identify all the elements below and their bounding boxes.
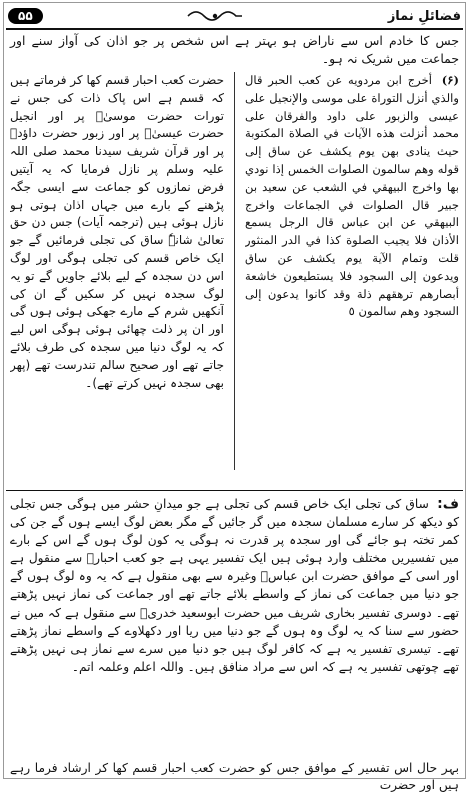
- urdu-column: [10, 72, 224, 470]
- two-column-section: [10, 72, 459, 470]
- page-header: [8, 4, 461, 28]
- faida-label: ف:: [437, 496, 459, 512]
- section-divider: [6, 490, 463, 491]
- arabic-column: [245, 72, 459, 470]
- ornament-icon: [186, 7, 244, 25]
- faida-text: ساق کی تجلی ایک خاص قسم کی تجلی ہے جو میدانِ حشر میں ہوگی جس تجلی کو دیکھ کر سارے مسلمان سجدہ میں گر جائیں گے مگر بعض لوگ ایسے ہوں گے جن کی کمر تختہ ہو جائے گی اور سجدہ پر قدرت نہ ہوگی یہ کون لوگ ہوں گے اس کے بارے میں تفسیریں مختلف وارد ہوئی ہیں ایک تفسیر یہی ہے جو کعب احبارؓ سے منقول ہے اور اسی کے موافق حضرت ابن عباسؓ وغیرہ سے بھی منقول ہے کہ یہ وہ لوگ ہوں گے جو دنیا میں جماعت کی نماز کے واسطے بلائے جاتے تھے اور جماعت کی نماز نہیں پڑھتے تھے۔ دوسری تفسیر بخاری شریف میں حضرت ابوسعید خدریؓ سے منقول ہے کہ میں نے حضور سے سنا کہ یہ لوگ وہ ہوں گے جو دنیا میں ریا اور دکھلاوے کے واسطے نماز پڑھتے تھے۔ تیسری تفسیر یہ ہے کہ کافر لوگ ہیں جو دنیا میں سرے سے نماز ہی نہیں پڑھتے تھے چوتھی تفسیر یہ ہے کہ اس سے مراد منافق ہیں۔ واللہ اعلم وعلمہ اتم۔: [10, 497, 459, 674]
- urdu-translation: حضرت کعب احبار قسم کھا کر فرماتے ہیں کہ قسم ہے اس پاک ذات کی جس نے تورات حضرت موسیٰؑ پر اور انجیل حضرت عیسیٰؑ پر اور زبور حضرت داؤدؑ پر اور قرآن شریف سیدنا محمد صلی اللہ علیہ وسلم پر نازل فرمایا کہ یہ آیتیں فرض نمازوں کو جماعت سے ایسی جگہ پڑھنے کے بارے میں جہاں اذان ہوتی ہو نازل ہوئی ہیں (ترجمہ آیات) جس دن حق تعالیٰ شانہٗ ساق کی تجلی فرمائیں گے جو ایک خاص قسم کی تجلی ہوگی اور لوگ اس دن سجدہ کے لیے بلائے جاویں گے تو یہ لوگ سجدہ نہیں کر سکیں گے ان کی آنکھیں شرم کے مارے جھکی ہوئی ہوں گی اور ان پر ذلت چھائی ہوئی ہوگی اس لیے کہ یہ لوگ دنیا میں سجدہ کی طرف بلائے جاتے تھے اور صحیح سالم تندرست تھے (پھر بھی سجدہ نہیں کرتے تھے)۔: [10, 73, 224, 390]
- faida-section: [10, 495, 459, 676]
- arabic-text: أخرج ابن مردويه عن كعب الحبر قال والذي أنزل التوراة على موسى والإنجيل على عيسى والزبور على داود والفرقان على محمد أنزلت هذه الآيات في الصلاة المكتوبة حيث ينادى بهن يوم يكشف عن ساق إلى قوله وهم سالمون الصلوات الخمس إذا نودي بها واخرج البيهقي في الشعب عن سعيد بن جبير قال الصلوات في الجماعات واخرج البيهقي عن ابن عباس قال الرجل يسمع الأذان فلا يجيب الصلوة كذا في الدر المنثور قلت وتمام الآية يوم يكشف عن ساق ويدعون إلى السجود فلا يستطيعون خاشعة أبصارهم ترهقهم ذلة وقد كانوا يدعون إلى السجود وهم سالمون ٥: [245, 73, 459, 319]
- column-divider: [234, 72, 235, 470]
- intro-text: جس کا خادم اس سے ناراض ہو بہتر ہے اس شخص پر جو اذان کی آواز سنے اور جماعت میں شریک نہ ہو۔: [10, 33, 459, 66]
- closing-line: [10, 760, 459, 794]
- hadith-number: (۶): [441, 73, 459, 87]
- page-number: ۵۵: [8, 8, 43, 24]
- book-title: فضائلِ نماز: [387, 8, 461, 24]
- closing-text: بہر حال اس تفسیر کے موافق جس کو حضرت کعب احبار قسم کھا کر ارشاد فرما رہے ہیں اور حضرت: [10, 761, 459, 792]
- header-divider: [6, 28, 463, 30]
- intro-paragraph: [10, 32, 459, 67]
